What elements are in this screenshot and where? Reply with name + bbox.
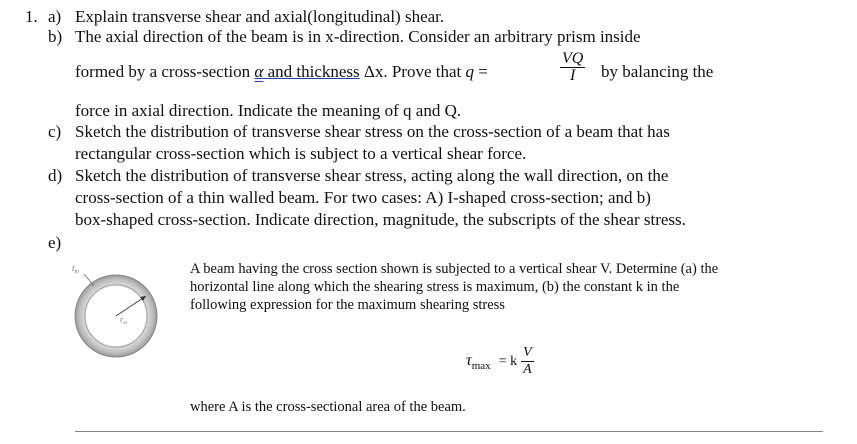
part-b-line1: The axial direction of the beam is in x-direction. Consider an arbitrary prism inside: [75, 27, 641, 46]
tau-subscript: max: [471, 360, 491, 373]
equals-sign: =: [474, 62, 488, 81]
part-b-line2: [75, 62, 488, 82]
part-e-label: e): [48, 233, 62, 252]
tube-cross-section-figure: [64, 252, 174, 372]
equation-denominator: A: [523, 362, 532, 377]
tau-symbol: τ: [466, 352, 472, 370]
part-b-label: b): [48, 27, 63, 46]
q-variable: q: [465, 62, 474, 81]
equals-k: = k: [498, 354, 518, 370]
part-c-label: c): [48, 122, 62, 141]
area-definition: where A is the cross-sectional area of the beam.: [190, 399, 466, 415]
problem-paragraph: [190, 260, 812, 314]
part-b-line2-mid: Δx. Prove that: [359, 62, 466, 81]
fraction-denominator: I: [570, 67, 576, 84]
radius-label: $r_m$: [120, 315, 128, 326]
part-b-line2-after: by balancing the: [601, 62, 714, 81]
part-d-label: d): [48, 166, 63, 185]
alpha-symbol: α: [254, 62, 264, 81]
part-a-label: a): [48, 7, 62, 26]
paragraph-line3: following expression for the maximum shearing stress: [190, 297, 505, 313]
part-d-line2: cross-section of a thin walled beam. For two cases: A) I-shaped cross-section; and b): [75, 188, 651, 207]
equation-numerator: V: [523, 345, 532, 360]
bottom-divider: [75, 431, 823, 432]
paragraph-line2: horizontal line along which the shearing stress is maximum, (b) the constant k in the: [190, 279, 680, 295]
vq-over-i-fraction: [560, 51, 585, 84]
question-number: 1.: [25, 7, 38, 26]
part-b-line3: force in axial direction. Indicate the meaning of q and Q.: [75, 101, 462, 120]
max-shear-equation: [466, 345, 534, 378]
fraction-numerator: VQ: [562, 50, 584, 67]
part-d-line3: box-shaped cross-section. Indicate direction, magnitude, the subscripts of the shear stress.: [75, 210, 686, 229]
part-c-line1: Sketch the distribution of transverse shear stress on the cross-section of a beam that has: [75, 122, 670, 141]
part-c-line2: rectangular cross-section which is subject to a vertical shear force.: [75, 144, 527, 163]
thickness-leader-line: [84, 274, 94, 286]
thickness-label: $t_m$: [72, 263, 79, 275]
part-d-line1: Sketch the distribution of transverse shear stress, acting along the wall direction, on the: [75, 166, 669, 185]
part-b-line2-before: formed by a cross-section: [75, 62, 255, 81]
part-b-line2-mid-underlined: and thickness: [263, 62, 360, 81]
paragraph-line1: A beam having the cross section shown is subjected to a vertical shear V. Determine (a) the: [190, 261, 719, 277]
part-a-text: Explain transverse shear and axial(longitudinal) shear.: [75, 7, 445, 26]
